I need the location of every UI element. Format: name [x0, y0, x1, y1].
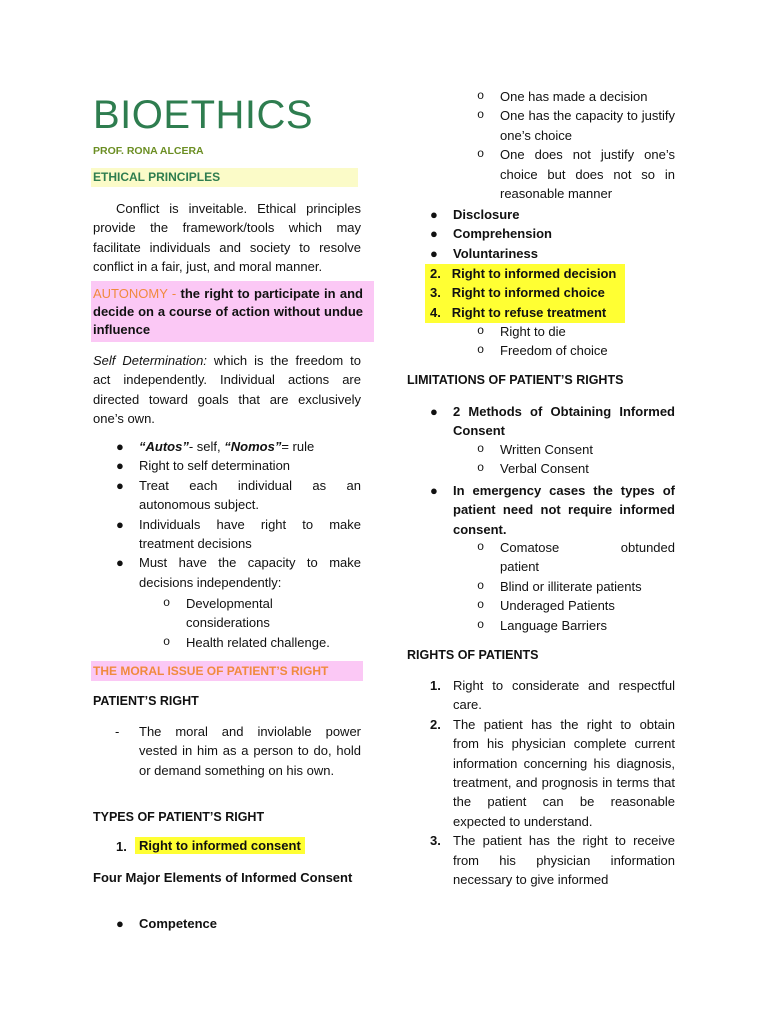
list-item: o Blind or illiterate patients	[500, 577, 675, 596]
list-item: o One has the capacity to justify one’s choice	[477, 108, 675, 143]
list-number: 2.	[430, 716, 441, 732]
list-item: o Written Consent	[500, 440, 675, 459]
list-item: 1. Right to considerate and respectful care.	[430, 678, 675, 713]
type-informed-consent: Right to informed consent	[135, 837, 305, 854]
self-determination-paragraph	[93, 351, 361, 429]
emergency-list	[430, 481, 675, 539]
section-heading-ethical-principles: ETHICAL PRINCIPLES	[93, 170, 221, 184]
list-item: ● 2 Methods of Obtaining Informed Consent	[430, 404, 675, 439]
list-number: 3.	[430, 285, 441, 301]
circle-bullet-icon: o	[477, 461, 485, 476]
section-heading-moral-issue: THE MORAL ISSUE OF PATIENT’S RIGHT	[93, 664, 329, 678]
circle-bullet-icon: o	[477, 442, 485, 456]
bullet-icon: ●	[430, 207, 438, 222]
list-item: o Comatose obtunded patient	[477, 540, 675, 575]
right-informed-choice: Right to informed choice	[451, 285, 605, 301]
circle-bullet-icon: o	[477, 147, 485, 162]
list-item: o One does not justify one’s choice but does not so in reasonable manner	[477, 147, 675, 202]
list-item: ● Treat each individual as an autonomous subject.	[116, 477, 361, 513]
list-item: o Developmental considerations	[163, 596, 273, 631]
list-item: ● Right to self determination	[139, 456, 361, 475]
capacity-sublist	[163, 594, 361, 652]
list-item: ● “Autos”- self, “Nomos”= rule	[139, 437, 361, 456]
bullet-icon: ●	[116, 555, 124, 571]
list-item: o Freedom of choice	[500, 341, 675, 360]
list-item: ● In emergency cases the types of patient need not require informed consent.	[430, 483, 675, 537]
circle-bullet-icon: o	[477, 89, 485, 103]
bullet-icon: ●	[430, 483, 438, 498]
types-heading: TYPES OF PATIENT’S RIGHT	[93, 810, 265, 824]
bullet-icon: ●	[430, 226, 438, 242]
list-item: o Health related challenge.	[186, 633, 361, 652]
bullet-icon: ●	[116, 477, 124, 493]
list-item: ● Comprehension	[453, 224, 675, 243]
refuse-sublist	[477, 322, 675, 361]
self-determination-label: Self Determination:	[93, 353, 207, 368]
list-number: 4.	[430, 304, 441, 320]
autonomy-definition	[93, 285, 363, 339]
methods-sublist	[477, 440, 675, 479]
bullet-icon: ●	[116, 516, 124, 532]
circle-bullet-icon: o	[163, 596, 171, 610]
list-number: 1.	[430, 678, 441, 693]
circle-bullet-icon: o	[477, 540, 485, 554]
list-item: ● Individuals have right to make treatment decisions	[116, 516, 361, 552]
bullet-icon: ●	[116, 916, 124, 931]
list-number: 1.	[116, 839, 127, 854]
numbered-rights	[430, 264, 616, 322]
list-item: 3. The patient has the right to receive from his physician information necessary to give informed	[430, 833, 675, 888]
list-item: o Verbal Consent	[500, 459, 675, 478]
list-item: ● Disclosure	[453, 205, 675, 224]
right-informed-decision: Right to informed decision	[451, 266, 617, 281]
autonomy-text: the right to participate in and decide on a course of action without undue influence	[93, 286, 363, 337]
document-title: BIOETHICS	[93, 93, 314, 137]
circle-bullet-icon: o	[477, 108, 485, 123]
list-item: o Language Barriers	[500, 616, 675, 635]
patients-right-heading: PATIENT’S RIGHT	[93, 694, 199, 708]
autonomy-list	[116, 437, 361, 592]
intro-paragraph: Conflict is inveitable. Ethical principles provide the framework/tools which may facilitate individuals and society to resolve conflict in a fair, just, and moral manner.	[93, 201, 361, 275]
right-refuse-treatment: Right to refuse treatment	[451, 304, 607, 320]
circle-bullet-icon: o	[477, 598, 485, 613]
circle-bullet-icon: o	[477, 324, 485, 338]
circle-bullet-icon: o	[477, 343, 485, 358]
rights-of-patients-heading: RIGHTS OF PATIENTS	[407, 648, 539, 662]
author: PROF. RONA ALCERA	[93, 145, 204, 157]
bullet-icon: ●	[430, 404, 438, 419]
circle-bullet-icon: o	[477, 617, 485, 632]
circle-bullet-icon: o	[163, 634, 171, 649]
patients-right-definition: The moral and inviolable power vested in him as a person to do, hold or demand something on his own.	[139, 724, 361, 778]
four-major-elements-heading: Four Major Elements of Informed Consent	[93, 870, 353, 885]
bullet-icon: ●	[116, 439, 124, 454]
bullet-icon: ●	[116, 458, 124, 474]
autonomy-label: AUTONOMY -	[93, 286, 177, 301]
rights-of-patients-list	[430, 676, 675, 889]
list-item: ● Must have the capacity to make decisions independently:	[116, 555, 361, 590]
dash-icon: -	[115, 724, 120, 739]
list-item: o One has made a decision	[500, 87, 675, 106]
bullet-icon: ●	[430, 245, 438, 261]
competence-sublist	[477, 87, 675, 203]
elements-list	[430, 205, 675, 263]
list-number: 2.	[430, 266, 441, 281]
circle-bullet-icon: o	[477, 578, 485, 593]
limitations-heading: LIMITATIONS OF PATIENT’S RIGHTS	[407, 373, 624, 387]
emergency-sublist	[477, 538, 675, 635]
list-item: 2. The patient has the right to obtain from his physician complete current information concerning his diagnosis, treatment, and prognosis in terms that the patient can be reasonable expected to understand.	[430, 716, 675, 829]
list-item: ● Competence	[116, 916, 218, 931]
self-determination-text: which is the freedom to act independently. Individual actions are directed toward goals that are exclusively one’s own.	[93, 353, 361, 427]
list-item: o Right to die	[500, 322, 675, 341]
limitations-list	[430, 402, 675, 441]
list-item: ● Voluntariness	[453, 244, 675, 263]
list-number: 3.	[430, 833, 441, 849]
list-item: o Underaged Patients	[500, 596, 675, 615]
